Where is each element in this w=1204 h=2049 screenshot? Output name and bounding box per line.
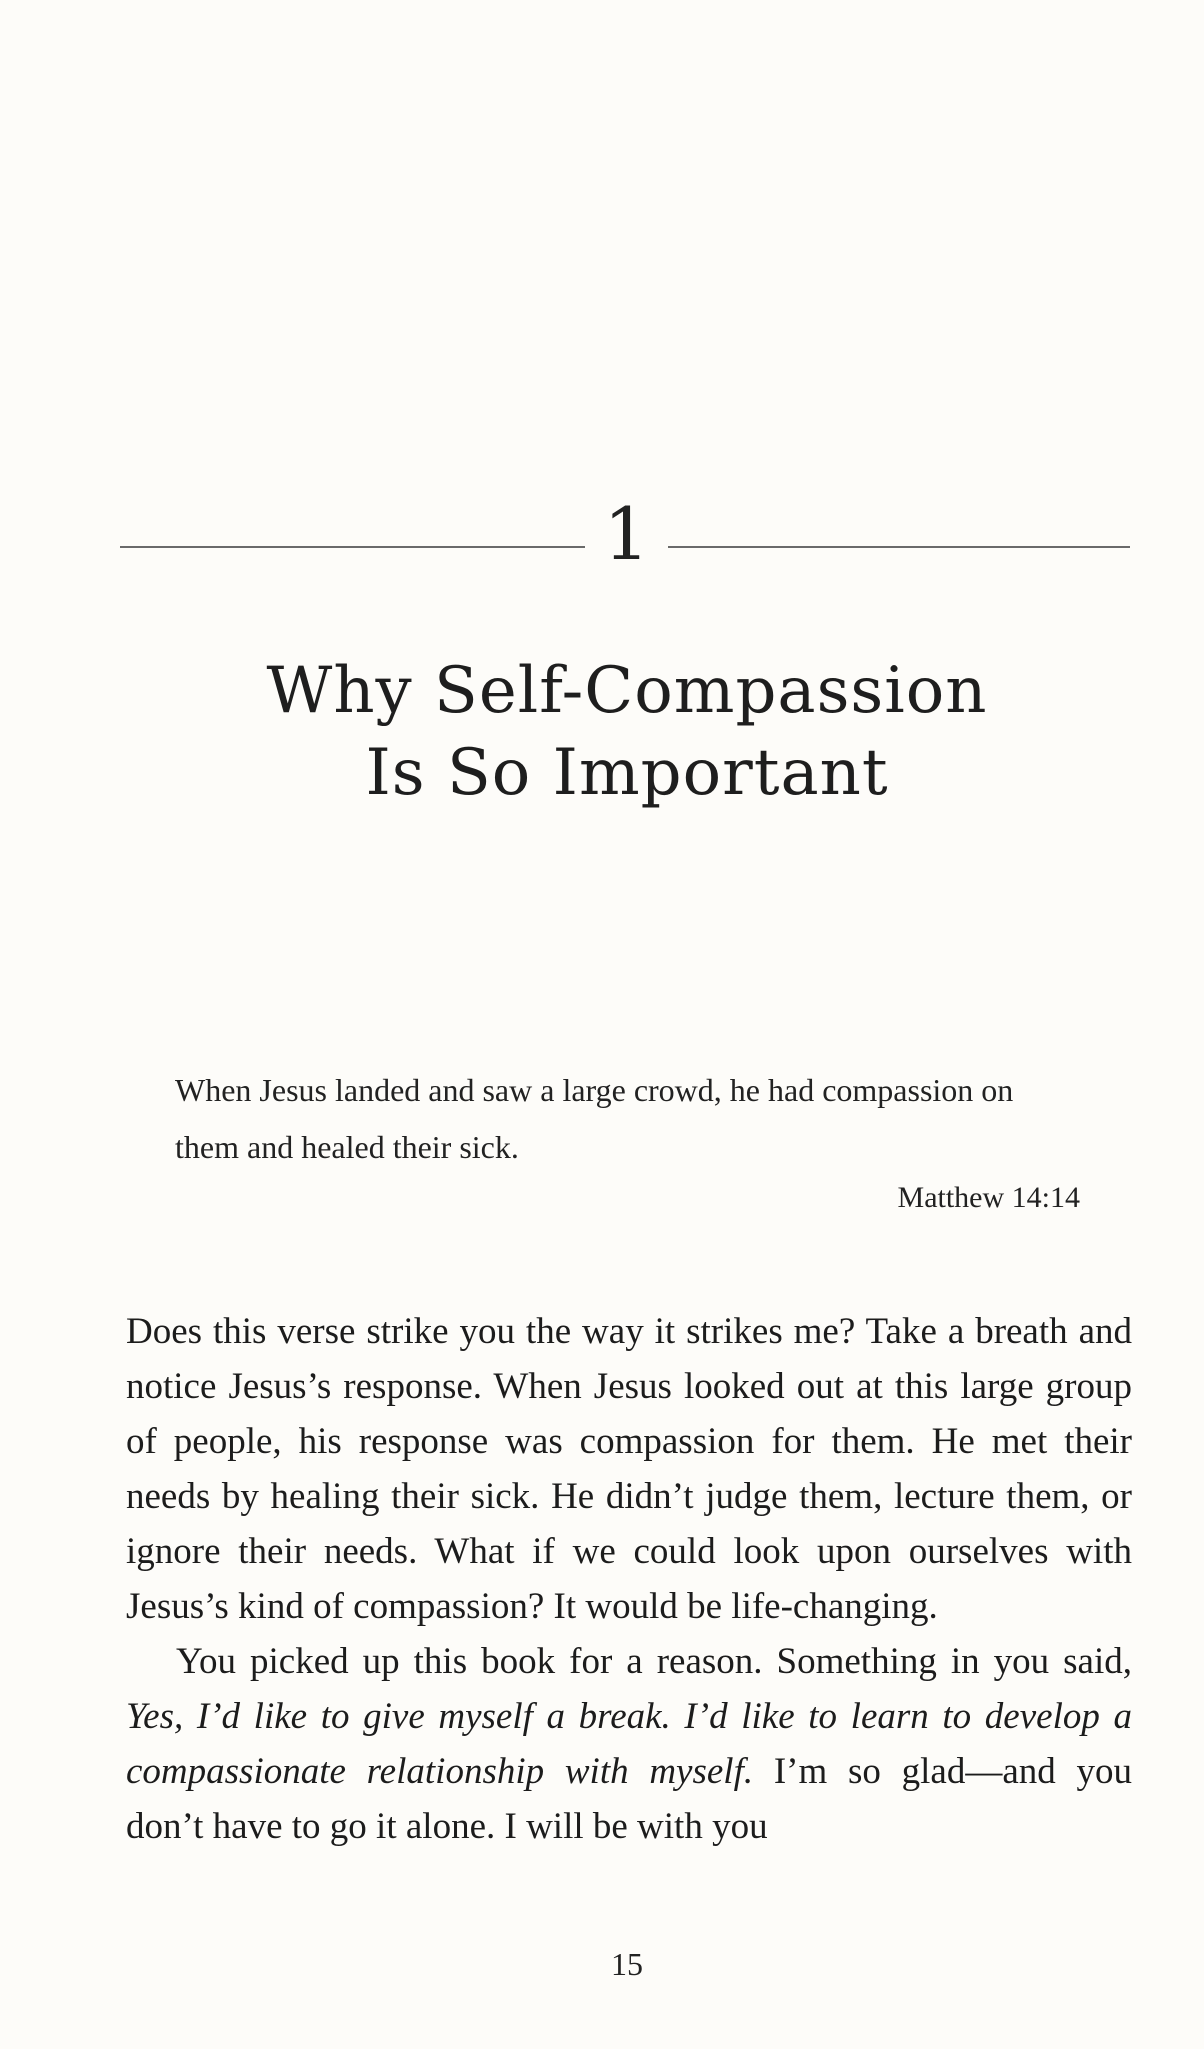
body-paragraph-2-italic: Yes, I’d like to give myself a break. I’d like to learn to develop a compassionate relationship with myself. — [126, 1696, 1132, 1792]
epigraph-quote: When Jesus landed and saw a large crowd, he had compassion on them and healed their sick. — [175, 1072, 1014, 1165]
epigraph-source: Matthew 14:14 — [897, 1181, 1080, 1214]
body-paragraph-2-end: I’m so glad—and you don’t have to go it alone. I will be with you — [126, 1751, 1132, 1847]
body-paragraph-2 — [126, 1634, 1132, 1854]
chapter-rule-right — [668, 546, 1130, 548]
chapter-title-line-1: Why Self-Compassion — [266, 654, 988, 728]
body-paragraph-1: Does this verse strike you the way it strikes me? Take a breath and notice Jesus’s response. When Jesus looked out at this large group of people, his response was compassion for them. He met their needs by healing their sick. He didn’t judge them, lecture them, or ignore their needs. What if we could look upon ourselves with Jesus’s kind of compassion? It would be life-changing. — [126, 1311, 1132, 1627]
chapter-title — [0, 650, 1204, 814]
chapter-title-line-2: Is So Important — [365, 736, 889, 810]
body-paragraph-2-start: You picked up this book for a reason. Something in you said, — [176, 1641, 1132, 1682]
chapter-rule-left — [120, 546, 585, 548]
page-number: 15 — [611, 1946, 643, 1982]
chapter-number: 1 — [603, 492, 650, 576]
body-text — [126, 1304, 1132, 1854]
